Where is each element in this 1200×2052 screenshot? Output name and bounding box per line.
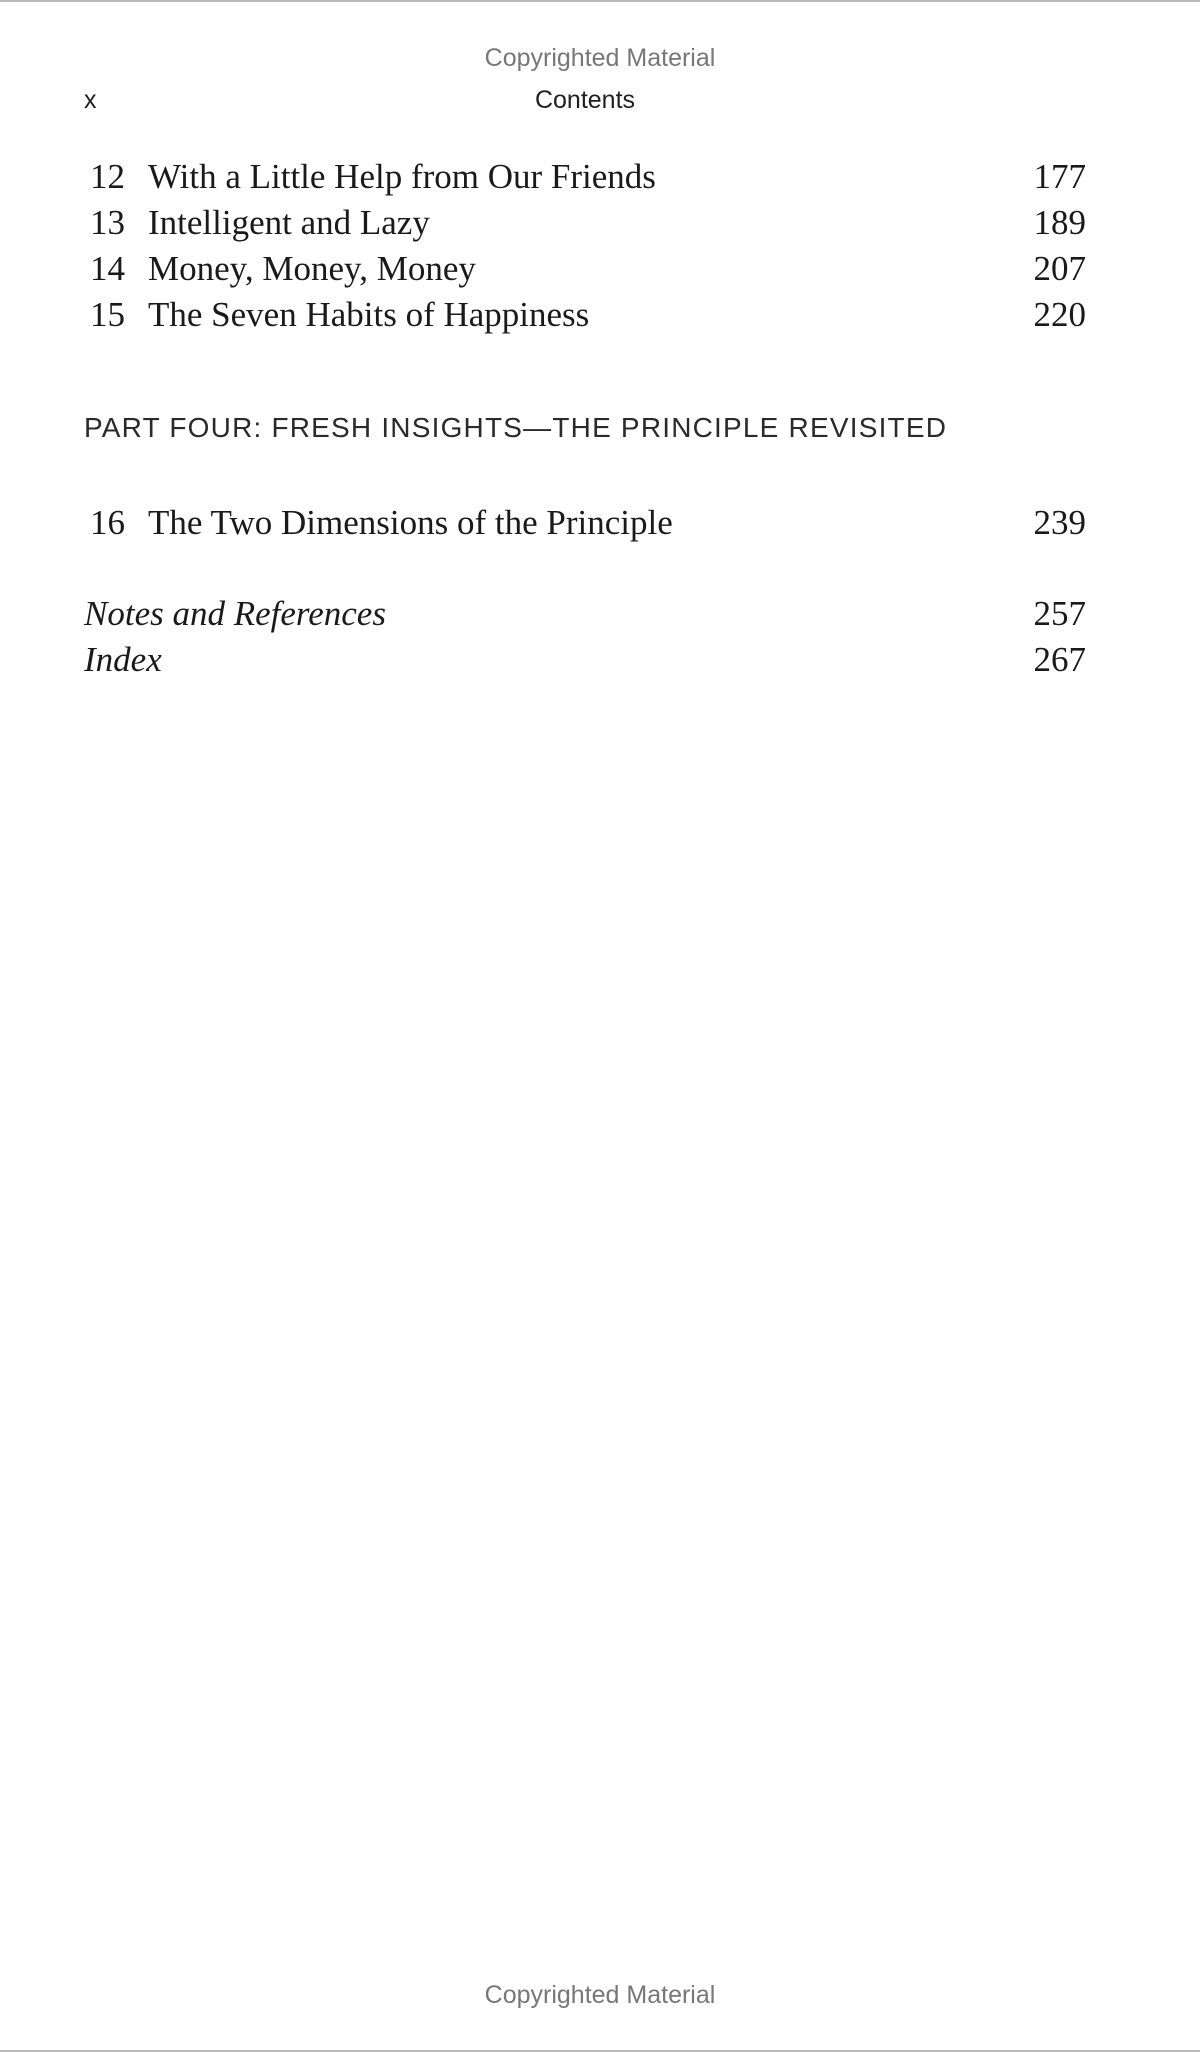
toc-entry — [84, 246, 1086, 292]
back-matter-entry — [84, 591, 1086, 637]
chapter-number: 13 — [90, 203, 125, 242]
back-matter-page-number: 257 — [1033, 594, 1086, 633]
chapter-page-number: 220 — [1033, 295, 1086, 334]
back-matter-title: Index — [84, 640, 162, 679]
chapter-title: The Seven Habits of Happiness — [148, 295, 590, 334]
page-folio: x — [84, 86, 97, 114]
toc-entry — [84, 292, 1086, 338]
toc-entry — [84, 500, 1086, 546]
chapter-title: Intelligent and Lazy — [148, 203, 430, 242]
back-matter-entry — [84, 637, 1086, 683]
chapter-number: 15 — [90, 295, 125, 334]
chapter-number: 12 — [90, 157, 125, 196]
copyright-watermark-bottom: Copyrighted Material — [484, 1981, 716, 2009]
chapter-number: 14 — [90, 249, 125, 288]
toc-entry — [84, 200, 1086, 246]
part-four-heading: PART FOUR: FRESH INSIGHTS—THE PRINCIPLE REVISITED — [84, 412, 948, 443]
chapter-title: Money, Money, Money — [148, 249, 476, 288]
copyright-watermark-top: Copyrighted Material — [484, 44, 716, 72]
chapter-page-number: 189 — [1033, 203, 1086, 242]
back-matter-title: Notes and References — [84, 594, 386, 633]
chapter-page-number: 239 — [1033, 503, 1086, 542]
toc-entry — [84, 154, 1086, 200]
chapter-number: 16 — [90, 503, 125, 542]
running-head — [0, 86, 1200, 118]
running-head-title: Contents — [534, 86, 636, 114]
chapter-title: The Two Dimensions of the Principle — [148, 503, 673, 542]
chapter-page-number: 207 — [1033, 249, 1086, 288]
back-matter-page-number: 267 — [1033, 640, 1086, 679]
chapter-title: With a Little Help from Our Friends — [148, 157, 656, 196]
chapter-page-number: 177 — [1033, 157, 1086, 196]
